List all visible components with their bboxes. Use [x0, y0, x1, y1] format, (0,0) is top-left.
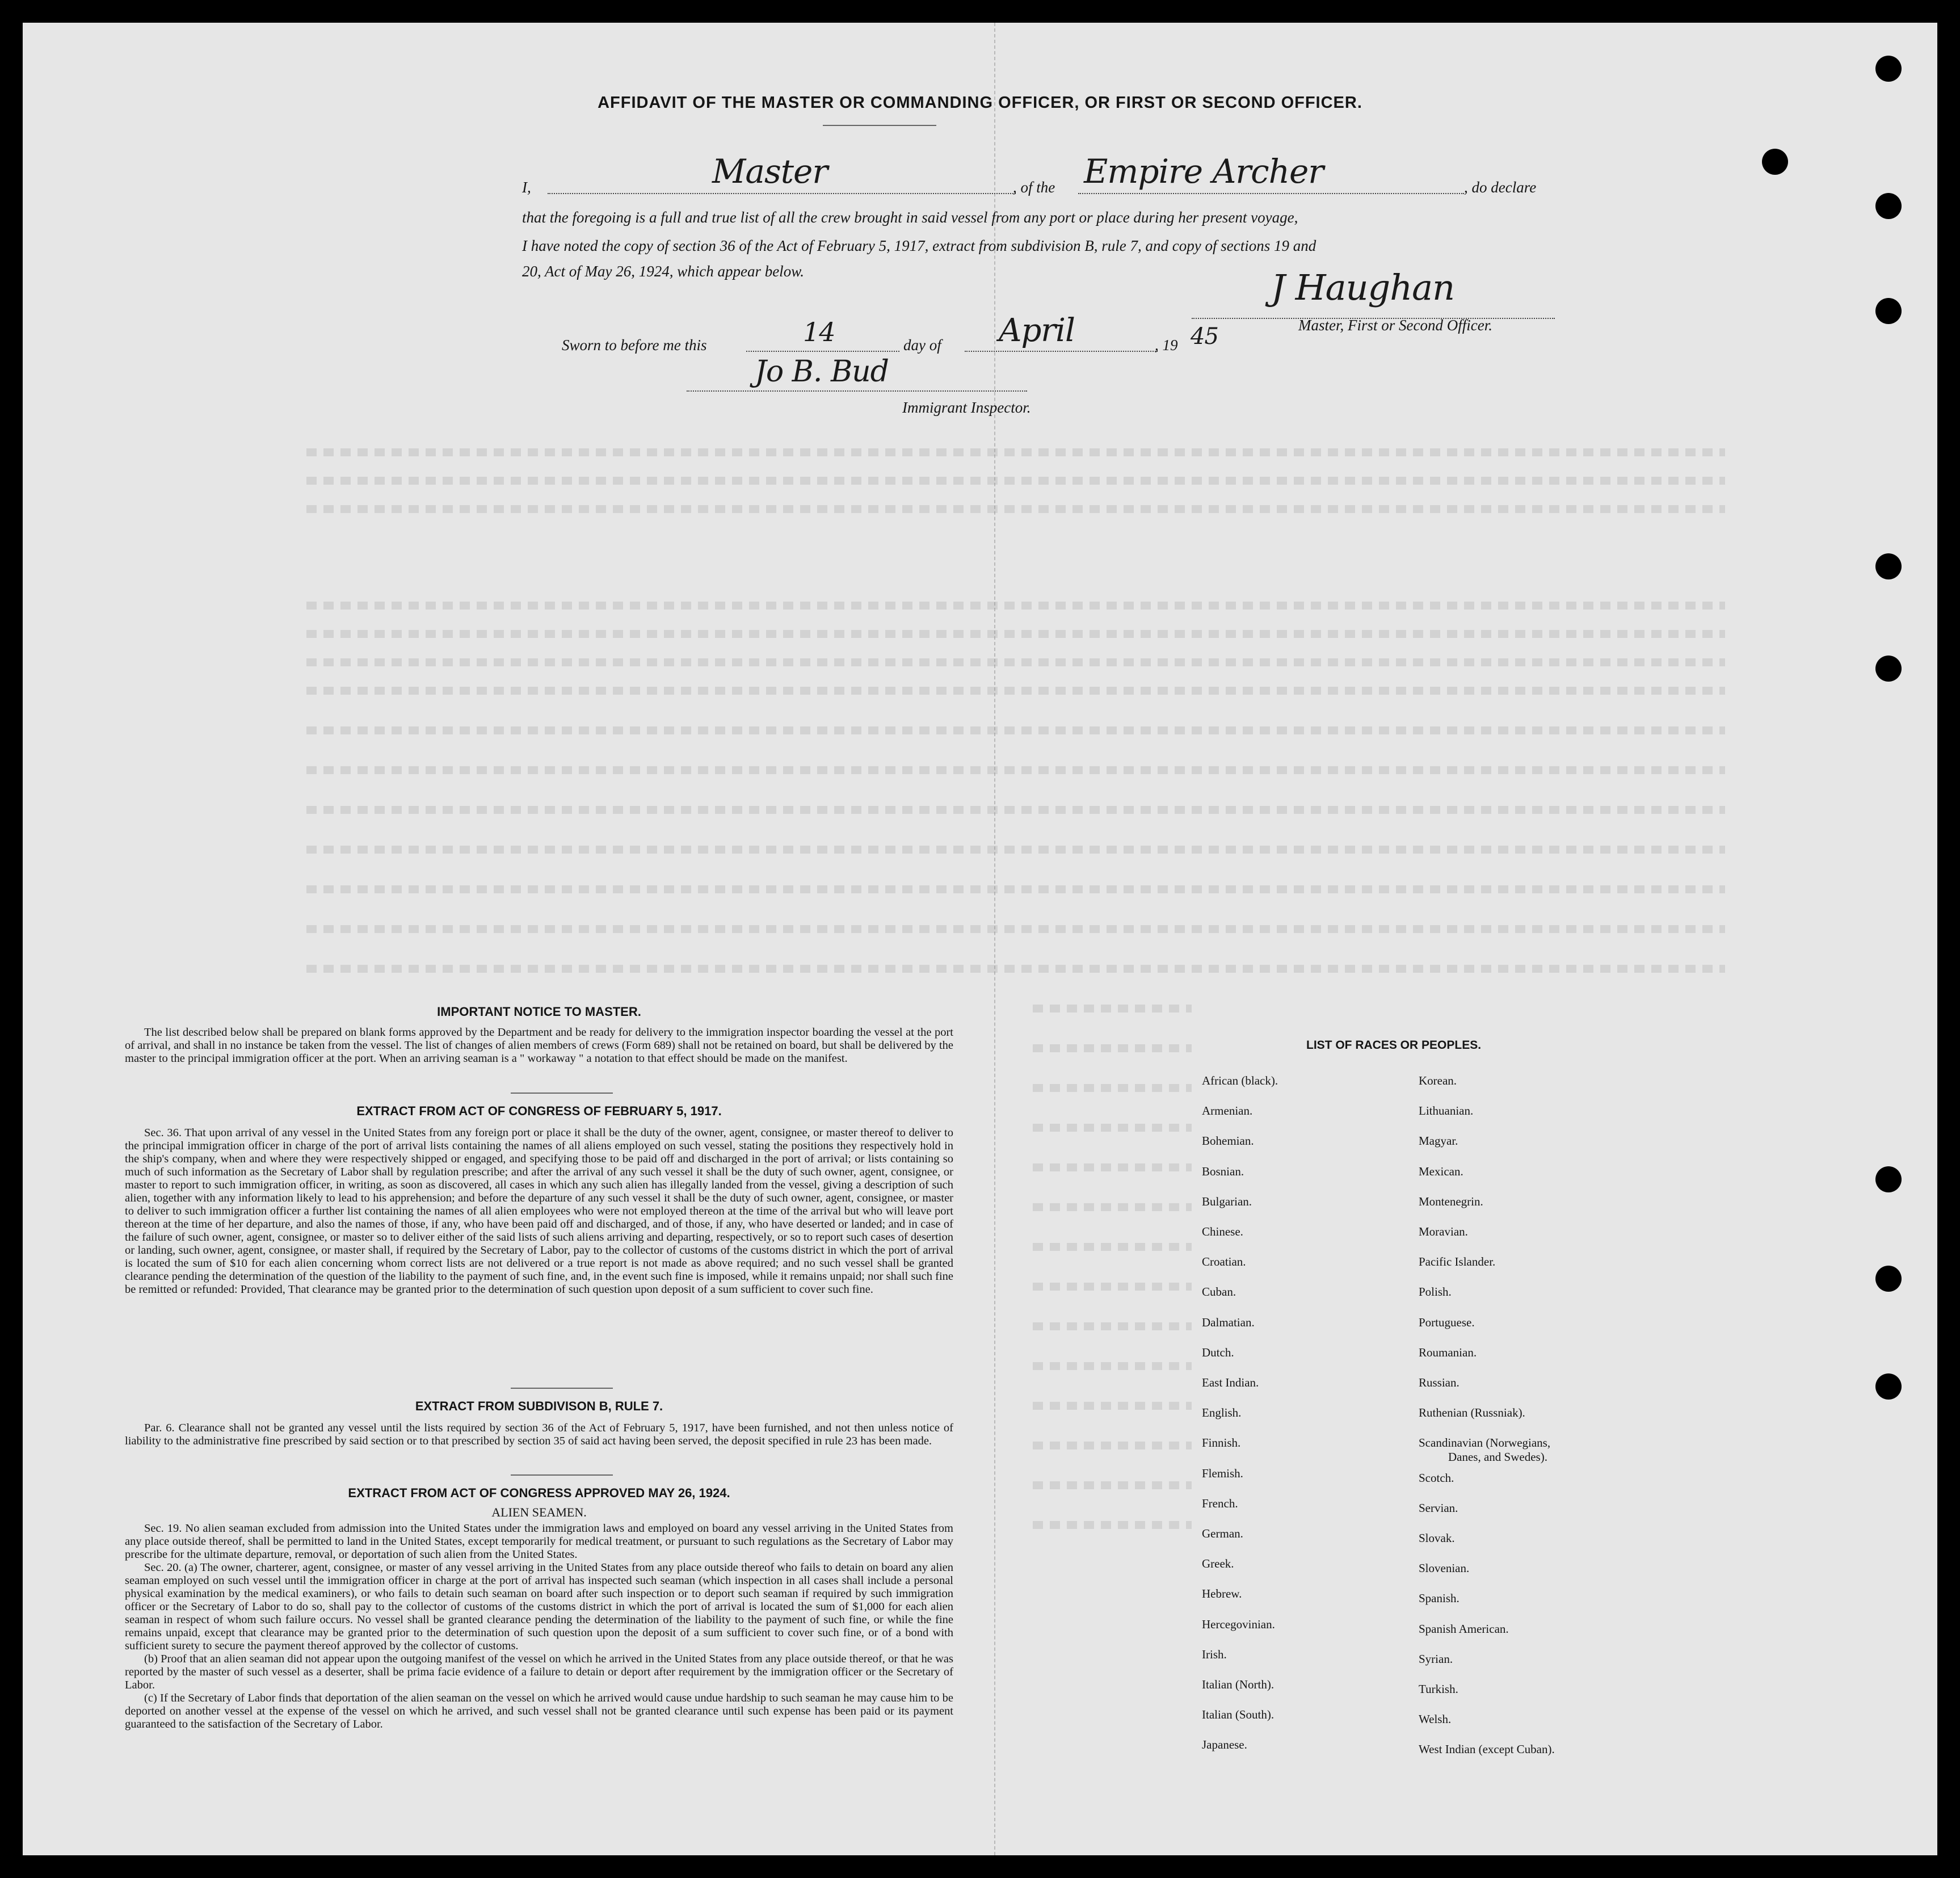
race-item: Moravian.: [1419, 1225, 1468, 1238]
race-item: English.: [1202, 1406, 1242, 1420]
bleed-through-row: [1033, 1362, 1192, 1370]
notice-body: [125, 1026, 953, 1065]
race-item: African (black).: [1202, 1074, 1278, 1087]
binder-hole: [1762, 149, 1788, 175]
bleed-through-row: [1033, 1084, 1192, 1092]
bleed-through-row: [306, 766, 1725, 774]
bleed-through-row: [1033, 1322, 1192, 1330]
race-item: Japanese.: [1202, 1738, 1247, 1752]
binder-hole: [1875, 553, 1902, 579]
binder-hole: [1875, 298, 1902, 324]
affidavit-line-2: that the foregoing is a full and true list of all the crew brought in said vessel from any port or place during her present voyage,: [522, 209, 1298, 226]
race-item: Montenegrin.: [1419, 1194, 1483, 1208]
race-item: Syrian.: [1419, 1652, 1453, 1666]
binder-hole: [1875, 56, 1902, 82]
race-item: Slovak.: [1419, 1531, 1455, 1545]
bleed-through-row: [1033, 1163, 1192, 1171]
of-the-label: , of the: [1013, 179, 1055, 196]
inspector-signature: Jo B. Bud: [755, 355, 889, 389]
race-item: Greek.: [1202, 1557, 1234, 1571]
bleed-through-row: [1033, 1005, 1192, 1012]
sec-20a-paragraph: Sec. 20. (a) The owner, charterer, agent, consignee, or master of any vessel arriving in the United States from any place outside thereof who fails to detain on board any alien seaman employed on such vessel until the immigration officer in charge at the port of arrival has inspected such seaman (which inspection in all cases shall include a personal physical examination by the medical examiners), or who fails to detain such seaman on board after such inspection or to deport such seaman if required by such immigration officer or the Secretary of Labor to do so, shall pay to the collector of customs of the customs district in which the port of arrival is located the sum of $1,000 for each alien seaman in respect of whom such failure occurs. No vessel shall be granted clearance pending the determination of the liability to the payment of such fine, or while the fine remains unpaid, except that clearance may be granted prior to the determination of such question upon the deposit of a sum sufficient to cover such fine, or of a bond with sufficient surety to secure the payment thereof approved by the collector of customs.: [125, 1561, 953, 1652]
race-item: Scandinavian (Norwegians,: [1419, 1436, 1551, 1450]
vessel-line: [1078, 193, 1464, 194]
affidavit-i: I,: [522, 179, 531, 196]
race-item: Dalmatian.: [1202, 1315, 1255, 1329]
month-line: [965, 351, 1158, 352]
name-line: [548, 193, 1016, 194]
officer-signature-label: Master, First or Second Officer.: [1298, 317, 1492, 334]
title-rule: [823, 125, 936, 126]
month-handwriting: April: [999, 312, 1075, 349]
bleed-through-row: [1033, 1044, 1192, 1052]
race-item: Spanish American.: [1419, 1621, 1509, 1636]
race-item: Mexican.: [1419, 1164, 1463, 1178]
race-item: Polish.: [1419, 1285, 1452, 1299]
race-item: Ruthenian (Russniak).: [1419, 1406, 1525, 1420]
race-item: Croatian.: [1202, 1255, 1246, 1269]
day-line: [746, 351, 899, 352]
race-item: Turkish.: [1419, 1682, 1458, 1696]
race-item: Scotch.: [1419, 1471, 1454, 1485]
bleed-through-row: [306, 602, 1725, 610]
extract-rule-7-body: [125, 1422, 953, 1448]
race-item: Finnish.: [1202, 1436, 1241, 1450]
section-rule: [511, 1474, 613, 1476]
section-rule: [511, 1388, 613, 1389]
binder-hole: [1875, 193, 1902, 219]
bleed-through-row: [306, 885, 1725, 893]
race-item: Slovenian.: [1419, 1561, 1470, 1575]
race-item: Lithuanian.: [1419, 1104, 1474, 1118]
extract-1924-title: EXTRACT FROM ACT OF CONGRESS APPROVED MAY 26, 1924.: [348, 1486, 730, 1500]
race-item: Italian (North).: [1202, 1678, 1275, 1691]
race-item: East Indian.: [1202, 1376, 1259, 1389]
race-item: Hebrew.: [1202, 1587, 1242, 1601]
race-item: Irish.: [1202, 1647, 1227, 1661]
race-item: Magyar.: [1419, 1134, 1458, 1148]
binder-hole: [1875, 656, 1902, 682]
binder-hole: [1875, 1266, 1902, 1292]
race-item: Armenian.: [1202, 1104, 1253, 1118]
do-declare-label: , do declare: [1464, 179, 1537, 196]
race-item: Bulgarian.: [1202, 1194, 1252, 1208]
extract-1924-body: [125, 1522, 953, 1731]
day-of-label: day of: [903, 337, 941, 354]
bleed-through-row: [1033, 1402, 1192, 1410]
bleed-through-row: [1033, 1481, 1192, 1489]
race-item: Portuguese.: [1419, 1315, 1475, 1329]
bleed-through-row: [306, 806, 1725, 814]
race-item: Cuban.: [1202, 1285, 1236, 1299]
manifest-sheet: [23, 23, 1937, 1855]
race-item: Pacific Islander.: [1419, 1255, 1496, 1269]
bleed-through-row: [306, 726, 1725, 734]
section-rule: [511, 1093, 613, 1094]
bleed-through-row: [306, 846, 1725, 854]
par-6-paragraph: Par. 6. Clearance shall not be granted any vessel until the lists required by section 36 of the Act of February 5, 1917, have been furnished, and not then unless notice of liability to the administrative fine prescribed by said section or to that prescribed by section 35 of said act having been served, the deposit specified in rule 23 has been made.: [125, 1422, 953, 1447]
sec-20b-paragraph: (b) Proof that an alien seaman did not appear upon the outgoing manifest of the vessel on which he arrived in the United States from any place outside thereof, or that he was reported by the master of such vessel as a deserter, shall be prima facie evidence of a failure to detain or deport after requirement by the immigration officer or the Secretary of Labor.: [125, 1653, 953, 1691]
race-item: Russian.: [1419, 1376, 1460, 1389]
bleed-through-row: [306, 477, 1725, 485]
race-item: Spanish.: [1419, 1591, 1460, 1606]
extract-1917-body: [125, 1127, 953, 1296]
bleed-through-row: [306, 687, 1725, 695]
bleed-through-row: [306, 630, 1725, 638]
vessel-name-handwriting: Empire Archer: [1084, 152, 1323, 191]
race-item: Bosnian.: [1202, 1164, 1244, 1178]
notice-title: IMPORTANT NOTICE TO MASTER.: [437, 1005, 641, 1019]
race-item: Flemish.: [1202, 1466, 1243, 1480]
year-label: , 19: [1155, 337, 1178, 354]
affidavit-title: AFFIDAVIT OF THE MASTER OR COMMANDING OFFICER, OR FIRST OR SECOND OFFICER.: [598, 94, 1362, 112]
inspector-signature-line: [687, 390, 1027, 392]
section-36-paragraph: Sec. 36. That upon arrival of any vessel in the United States from any foreign port or place it shall be the duty of the owner, agent, consignee, or master thereof to deliver to the principal immigration officer in charge of the port of arrival lists containing the names of all aliens employed on such vessel, stating the positions they respectively hold in the ship's company, when and where they were respectively shipped or engaged, and specifying those to be paid off and discharged in the port of arrival; or lists containing so much of such information as the Secretary of Labor shall by regulation prescribe; and after the arrival of any such vessel it shall be the duty of such owner, agent, consignee, or master to report to such immigration officer, in writing, as soon as discovered, all cases in which any such alien has illegally landed from the vessel, giving a description of such alien, together with any information likely to lead to his apprehension; and before the departure of any such vessel it shall be the duty of such owner, agent, consignee, or master to deliver to such immigration officer a further list containing the names of all alien employees who were not employed thereon at the time of the arrival but who will leave port thereon at the time of her departure, and also the names of those, if any, who have been paid off and discharged, and of those, if any, who have deserted or landed; and in case of the failure of such owner, agent, consignee, or master so to deliver either of the said lists of such aliens arriving and departing, respectively, or so to report such cases of desertion or landing, such owner, agent, consignee, or master shall, if required by the Secretary of Labor, pay to the collector of customs of the customs district in which the port of arrival is located the sum of $10 for each alien concerning whom correct lists are not delivered or a true report is not made as above required; and no such vessel shall be granted clearance pending the determination of the question of the liability to the payment of such fine, and, in the event such fine is imposed, while it remains unpaid; nor shall such fine be remitted or refunded: Provided, That clearance may be granted prior to the determination of such question upon deposit of a sum sufficient to cover such fine.: [125, 1127, 953, 1296]
bleed-through-row: [306, 505, 1725, 513]
extract-1917-title: EXTRACT FROM ACT OF CONGRESS OF FEBRUARY 5, 1917.: [356, 1104, 722, 1118]
race-item: Korean.: [1419, 1074, 1457, 1087]
race-item: French.: [1202, 1496, 1238, 1510]
sworn-label: Sworn to before me this: [562, 337, 707, 354]
race-item: Hercegovinian.: [1202, 1617, 1275, 1631]
races-title: LIST OF RACES OR PEOPLES.: [1306, 1039, 1482, 1052]
master-handwriting: Master: [712, 152, 828, 191]
bleed-through-row: [1033, 1243, 1192, 1251]
race-item: Roumanian.: [1419, 1345, 1477, 1359]
race-item: Servian.: [1419, 1501, 1458, 1515]
notice-paragraph: The list described below shall be prepared on blank forms approved by the Department and be ready for delivery to the immigration inspector boarding the vessel at the port of arrival, and shall in no instance be taken from the vessel. The list of changes of alien members of crews (Form 689) shall not be retained on board, but shall be delivered by the master to the principal immigration officer at the port. When an arriving seaman is a " workaway " a notation to that effect should be made on the manifest.: [125, 1026, 953, 1065]
affidavit-line-3: I have noted the copy of section 36 of the Act of February 5, 1917, extract from subdivision B, rule 7, and copy of sections 19 and: [522, 237, 1317, 254]
bleed-through-row: [1033, 1283, 1192, 1291]
binder-hole: [1875, 1166, 1902, 1192]
inspector-label: Immigrant Inspector.: [902, 399, 1031, 416]
race-item: German.: [1202, 1527, 1243, 1540]
bleed-through-row: [1033, 1442, 1192, 1450]
race-item: West Indian (except Cuban).: [1419, 1742, 1555, 1757]
officer-signature: J Haughan: [1271, 267, 1455, 308]
binder-hole: [1875, 1373, 1902, 1400]
day-handwriting: 14: [803, 317, 835, 347]
year-handwriting: 45: [1191, 323, 1218, 350]
race-item-continuation: Danes, and Swedes).: [1448, 1450, 1547, 1464]
bleed-through-row: [1033, 1521, 1192, 1529]
bleed-through-row: [306, 658, 1725, 666]
fold-line: [994, 23, 995, 1855]
race-item: Chinese.: [1202, 1225, 1243, 1238]
sec-19-paragraph: Sec. 19. No alien seaman excluded from admission into the United States under the immigration laws and employed on board any vessel arriving in the United States from any place outside thereof, shall be permitted to land in the United States, except temporarily for medical treatment, or pursuant to such regulations as the Secretary of Labor may prescribe for the ultimate departure, removal, or deportation of such alien from the United States.: [125, 1522, 953, 1561]
bleed-through-row: [1033, 1124, 1192, 1132]
bleed-through-row: [1033, 1203, 1192, 1211]
bleed-through-row: [306, 965, 1725, 973]
sec-20c-paragraph: (c) If the Secretary of Labor finds that deportation of the alien seaman on the vessel on which he arrived would cause undue hardship to such seaman he may cause him to be deported on another vessel at the expense of the vessel on which he arrived, and such vessel shall not be granted clearance until such expense has been paid or its payment guaranteed to the satisfaction of the Secretary of Labor.: [125, 1692, 953, 1730]
extract-rule-7-title: EXTRACT FROM SUBDIVISON B, RULE 7.: [415, 1399, 663, 1413]
race-item: Dutch.: [1202, 1345, 1234, 1359]
bleed-through-row: [306, 925, 1725, 933]
bleed-through-row: [306, 448, 1725, 456]
race-item: Bohemian.: [1202, 1134, 1254, 1148]
race-item: Italian (South).: [1202, 1708, 1275, 1722]
alien-seamen-subtitle: ALIEN SEAMEN.: [491, 1505, 587, 1519]
race-item: Welsh.: [1419, 1712, 1452, 1726]
affidavit-line-4: 20, Act of May 26, 1924, which appear below.: [522, 263, 804, 280]
